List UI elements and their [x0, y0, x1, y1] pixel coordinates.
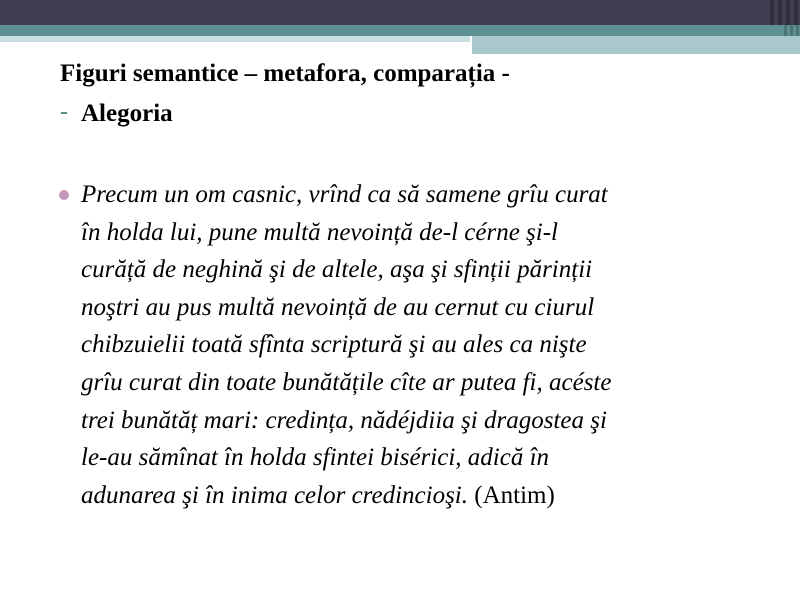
- quote-line: Precum un om casnic, vrînd ca să samene grîu curat: [81, 181, 608, 208]
- quote-line: în holda lui, pune multă nevoință de-l cérne şi-l: [81, 218, 558, 246]
- header-stripes-teal: [784, 25, 800, 36]
- header-band-light: [0, 36, 470, 42]
- quote-line: curăță de neghină şi de altele, aşa şi sfinții părinții: [81, 256, 593, 284]
- header-band-dark: [0, 0, 800, 25]
- quote-line: noştri au pus multă nevoință de au cernut cu ciurul: [81, 293, 595, 321]
- quote-paragraph: [81, 176, 781, 514]
- slide-subtitle: Alegoria: [81, 100, 173, 127]
- quote-line: le-au sămînat în holda sfintei bisérici, adică în: [81, 444, 550, 472]
- header-band-teal: [0, 25, 800, 36]
- quote-line: adunarea şi în inima celor credincioşi.: [81, 481, 468, 509]
- slide-title: Figuri semantice – metafora, comparația -: [60, 60, 510, 87]
- quote-line: chibzuielii toată sfînta scriptură şi au ales ca nişte: [81, 331, 587, 359]
- quote-line: trei bunătăț mari: credința, nădéjdiia şi dragostea şi: [81, 406, 607, 434]
- round-bullet-icon: [59, 190, 69, 200]
- quote-line: grîu curat din toate bunătățile cîte ar putea fi, acéste: [81, 368, 612, 396]
- header-band-light-right: [472, 36, 800, 54]
- dash-bullet-icon: -: [60, 99, 68, 125]
- quote-attribution: (Antim): [468, 481, 555, 509]
- header-stripes: [770, 0, 800, 25]
